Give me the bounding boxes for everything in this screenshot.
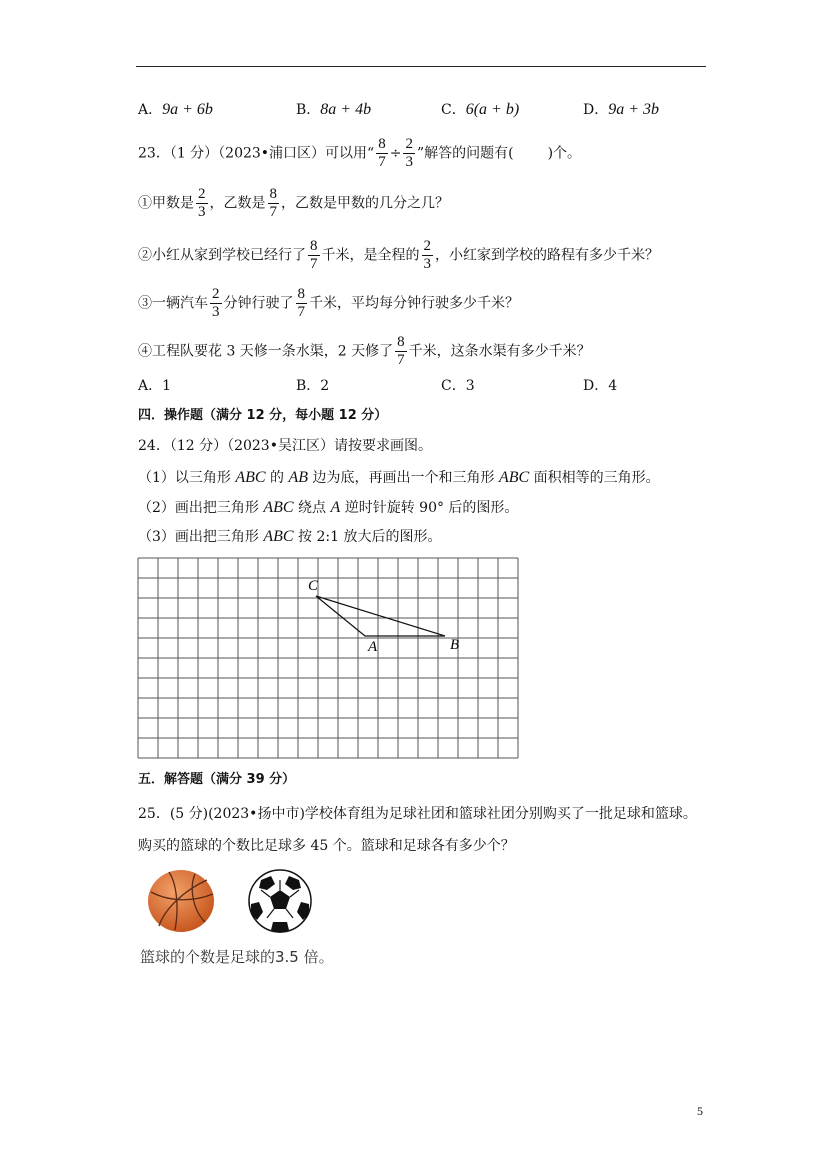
q23-stem: 23．（1 分）（2023•浦口区）可以用“ $\frac{8}{7}$ ÷ $\frac{2}{3}$ ”解答的问题有( )个。 — [138, 136, 582, 170]
q24-step-2: （2）画出把三角形 ABC 绕点 A 逆时针旋转 90° 后的图形。 — [138, 499, 519, 516]
q23-item-3: ③一辆汽车 $\frac{2}{3}$ 分钟行驶了 $\frac{8}{7}$ 千米，平均每分钟行驶多少千米？ — [138, 286, 519, 320]
q25-line-1: 25．(5 分)(2023•扬中市)学校体育组为足球社团和篮球社团分别购买了一批足球和篮球。 — [138, 806, 697, 822]
header-rule — [136, 66, 706, 67]
fraction: $\frac{2}{3}$ — [405, 136, 413, 170]
q25-caption: 篮球的个数是足球的3.5 倍。 — [140, 948, 334, 966]
q23-option-d[interactable]: D．4 — [583, 378, 618, 394]
vertex-a-label: A — [368, 639, 378, 655]
q24-step-3: （3）画出把三角形 ABC 按 2:1 放大后的图形。 — [138, 528, 442, 545]
q22-option-a[interactable]: A．9a + 6b — [138, 101, 213, 118]
q23-item-4: ④工程队要花 3 天修一条水渠，2 天修了 $\frac{8}{7}$ 千米，这条水渠有多少千米？ — [138, 334, 591, 368]
section-4-title: 四．操作题（满分 12 分，每小题 12 分） — [138, 408, 388, 423]
vertex-c-label: C — [308, 578, 319, 594]
q23-option-b[interactable]: B．2 — [296, 378, 330, 394]
q22-option-c[interactable]: C．6(a + b) — [441, 101, 520, 118]
triangle-abc — [316, 596, 445, 636]
q24-header: 24．（12 分）（2023•吴江区）请按要求画图。 — [138, 438, 432, 454]
q22-option-b[interactable]: B．8a + 4b — [296, 101, 372, 118]
q23-option-a[interactable]: A．1 — [138, 378, 172, 394]
drawing-grid[interactable] — [136, 556, 530, 760]
q23-option-c[interactable]: C．3 — [441, 378, 475, 394]
q23-item-1: ①甲数是 $\frac{2}{3}$ ，乙数是 $\frac{8}{7}$ ，乙数是甲数的几分之几？ — [138, 186, 449, 220]
page-number: 5 — [697, 1104, 703, 1118]
soccer-ball-icon — [247, 868, 313, 934]
basketball-icon — [145, 868, 217, 934]
q23-item-2: ②小红从家到学校已经行了 $\frac{8}{7}$ 千米，是全程的 $\frac{2}{3}$ ，小红家到学校的路程有多少千米？ — [138, 238, 659, 272]
vertex-b-label: B — [450, 637, 460, 653]
q25-line-2: 购买的篮球的个数比足球多 45 个。篮球和足球各有多少个？ — [138, 838, 515, 854]
q22-option-d[interactable]: D．9a + 3b — [583, 101, 660, 118]
section-5-title: 五．解答题（满分 39 分） — [138, 772, 296, 787]
fraction: $\frac{8}{7}$ — [378, 136, 386, 170]
q24-step-1: （1）以三角形 ABC 的 AB 边为底，再画出一个和三角形 ABC 面积相等的三角形。 — [138, 469, 660, 486]
